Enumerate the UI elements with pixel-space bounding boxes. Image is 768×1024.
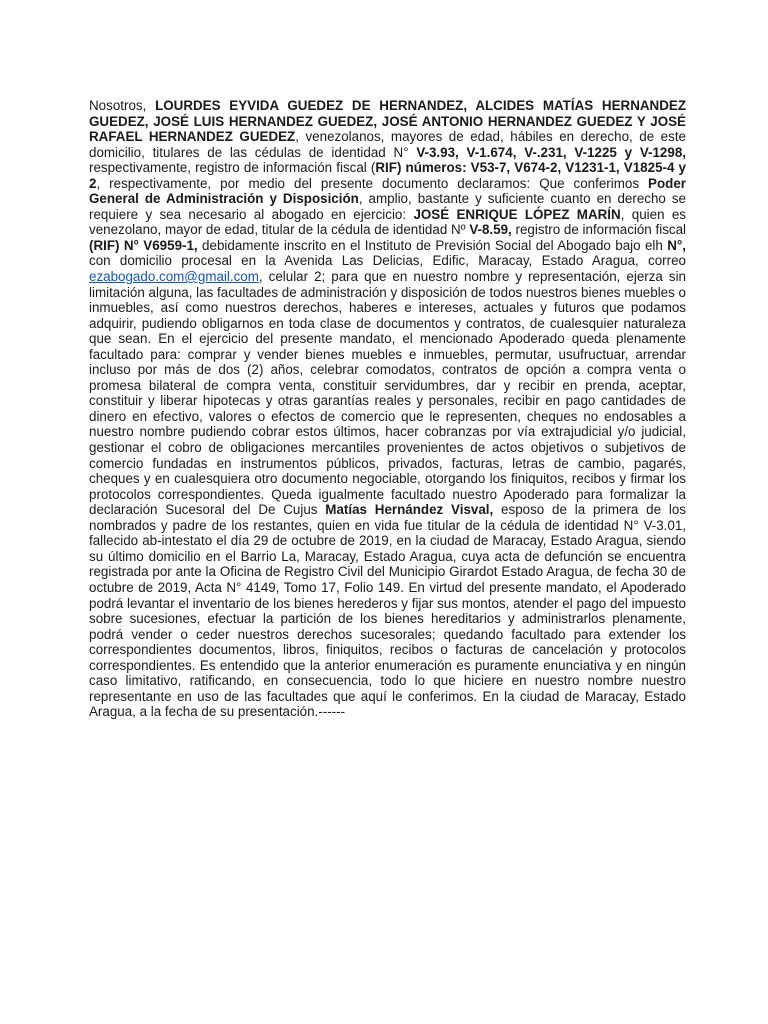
text-segment: , celular 2; para que en nuestro nombre y representación, ejerza sin limitación alguna, las facultades de administración y disposición de todos nuestros bienes muebles o inmuebles, así como nuestros derechos, haberes e intereses, actuales y futuros que podamos adquirir, pudiendo obligarnos en toda clase de documentos y contratos, de cualesquier naturaleza que sean. En el ejercicio del presente mandato, el mencionado Apoderado queda plenamente facultado para: comprar y vender bienes muebles e inmuebles, permutar, usufructuar, arrendar incluso por más de dos (2) años, celebrar comodatos, contratos de opción a compra venta o promesa bilateral de compra venta, constituir servidumbres, dar y recibir en prenda, aceptar, constituir y liberar hipotecas y otras garantías reales y personales, recibir en pago cantidades de dinero en efectivo, valores o efectos de comercio que le representen, cheques no endosables a nuestro nombre pudiendo cobrar estos últimos, hacer cobranzas por vía extrajudicial y/o judicial, gestionar el cobro de obligaciones mercantiles provenientes de actos objetivos o subjetivos de comercio fundadas en instrumentos públicos, privados, facturas, letras de cambio, pagarés, cheques y en cualesquiera otro documento negociable, otorgando los finiquitos, recibos y firmar los protocolos correspondientes. Queda igualmente facultado nuestro Apoderado para formalizar la declaración Sucesoral del De Cujus: [89, 269, 686, 518]
text-segment: esposo de la primera de los nombrados y padre de los restantes, quien en vida fue titular de la cédula de identidad N° V-3.01, fallecido ab-intestato el día 29 de octubre de 2019, en la ciudad de Maracay, Estado Aragua, siendo su último domicilio en el Barrio La, Maracay, Estado Aragua, cuya acta de defunción se encuentra registrada por ante la Oficina de Registro Civil del Municipio Girardot Estado Aragua, de fecha 30 de octubre de 2019, Acta N° 4149, Tomo 17, Folio 149. En virtud del presente mandato, el Apoderado podrá levantar el inventario de los bienes herederos y fijar sus montos, atender el pago del impuesto sobre sucesiones, efectuar la partición de los bienes hereditarios y administrarlos plenamente, podrá vender o ceder nuestros derechos sucesorales; quedando facultado para extender los correspondientes documentos, libros, finiquitos, recibos o facturas de cancelación y protocolos correspondientes. Es entendido que la anterior enumeración es puramente enunciativa y en ningún caso limitativo, ratificando, en consecuencia, todo lo que hiciere en nuestro nombre nuestro representante en uso de las facultades que aquí le conferimos. En la ciudad de Maracay, Estado Aragua, a la fecha de su presentación.------: [89, 502, 686, 720]
text-segment: Nosotros,: [89, 98, 156, 113]
text-segment: debidamente inscrito en el Instituto de Previsión Social del Abogado bajo elh: [197, 237, 668, 253]
attorney-name: JOSÉ ENRIQUE LÓPEZ MARÍN: [413, 206, 621, 222]
text-segment: respectivamente, registro de información fiscal (: [89, 160, 376, 176]
attorney-id-number: V-8.59,: [469, 222, 512, 238]
text-segment: , respectivamente, por medio del presente documento declaramos: Que conferimos: [96, 175, 649, 191]
grantors-rif-numbers: RIF) números: V53-7, V674-2, V1231-1, V1825-4 y 2: [89, 160, 686, 191]
text-segment: , amplio, bastante y suficiente cuanto en derecho se requiere y sea necesario al abogado en ejercicio:: [89, 191, 687, 222]
attorney-rif-number: (RIF) N° V6959-1,: [89, 237, 198, 253]
text-segment: , quien es venezolano, mayor de edad, titular de la cédula de identidad Nº: [89, 206, 686, 238]
text-segment: con domicilio procesal en la Avenida Las Delicias, Edific, Maracay, Estado Aragua, correo: [89, 253, 686, 269]
text-segment: registro de información fiscal: [511, 222, 687, 238]
grantors-names: LOURDES EYVIDA GUEDEZ DE HERNANDEZ, ALCIDES MATÍAS HERNANDEZ GUEDEZ, JOSÉ LUIS HERNANDEZ GUEDEZ, JOSÉ ANTONIO HERNANDEZ GUEDEZ Y JOSÉ RAFAEL HERNANDEZ GUEDEZ: [89, 98, 686, 145]
power-type: Poder General de Administración y Disposición: [89, 175, 686, 207]
power-of-attorney-paragraph: [89, 98, 686, 720]
text-segment: , venezolanos, mayores de edad, hábiles en derecho, de este domicilio, titulares de las cédulas de identidad N°: [89, 129, 686, 160]
grantors-id-numbers: V-3.93, V-1.674, V-.231, V-1225 y V-1298,: [416, 144, 686, 160]
deceased-name: Matías Hernández Visval,: [325, 502, 494, 518]
attorney-email-link[interactable]: ezabogado.com@gmail.com: [89, 269, 259, 285]
ipsa-number: N°,: [667, 237, 686, 253]
